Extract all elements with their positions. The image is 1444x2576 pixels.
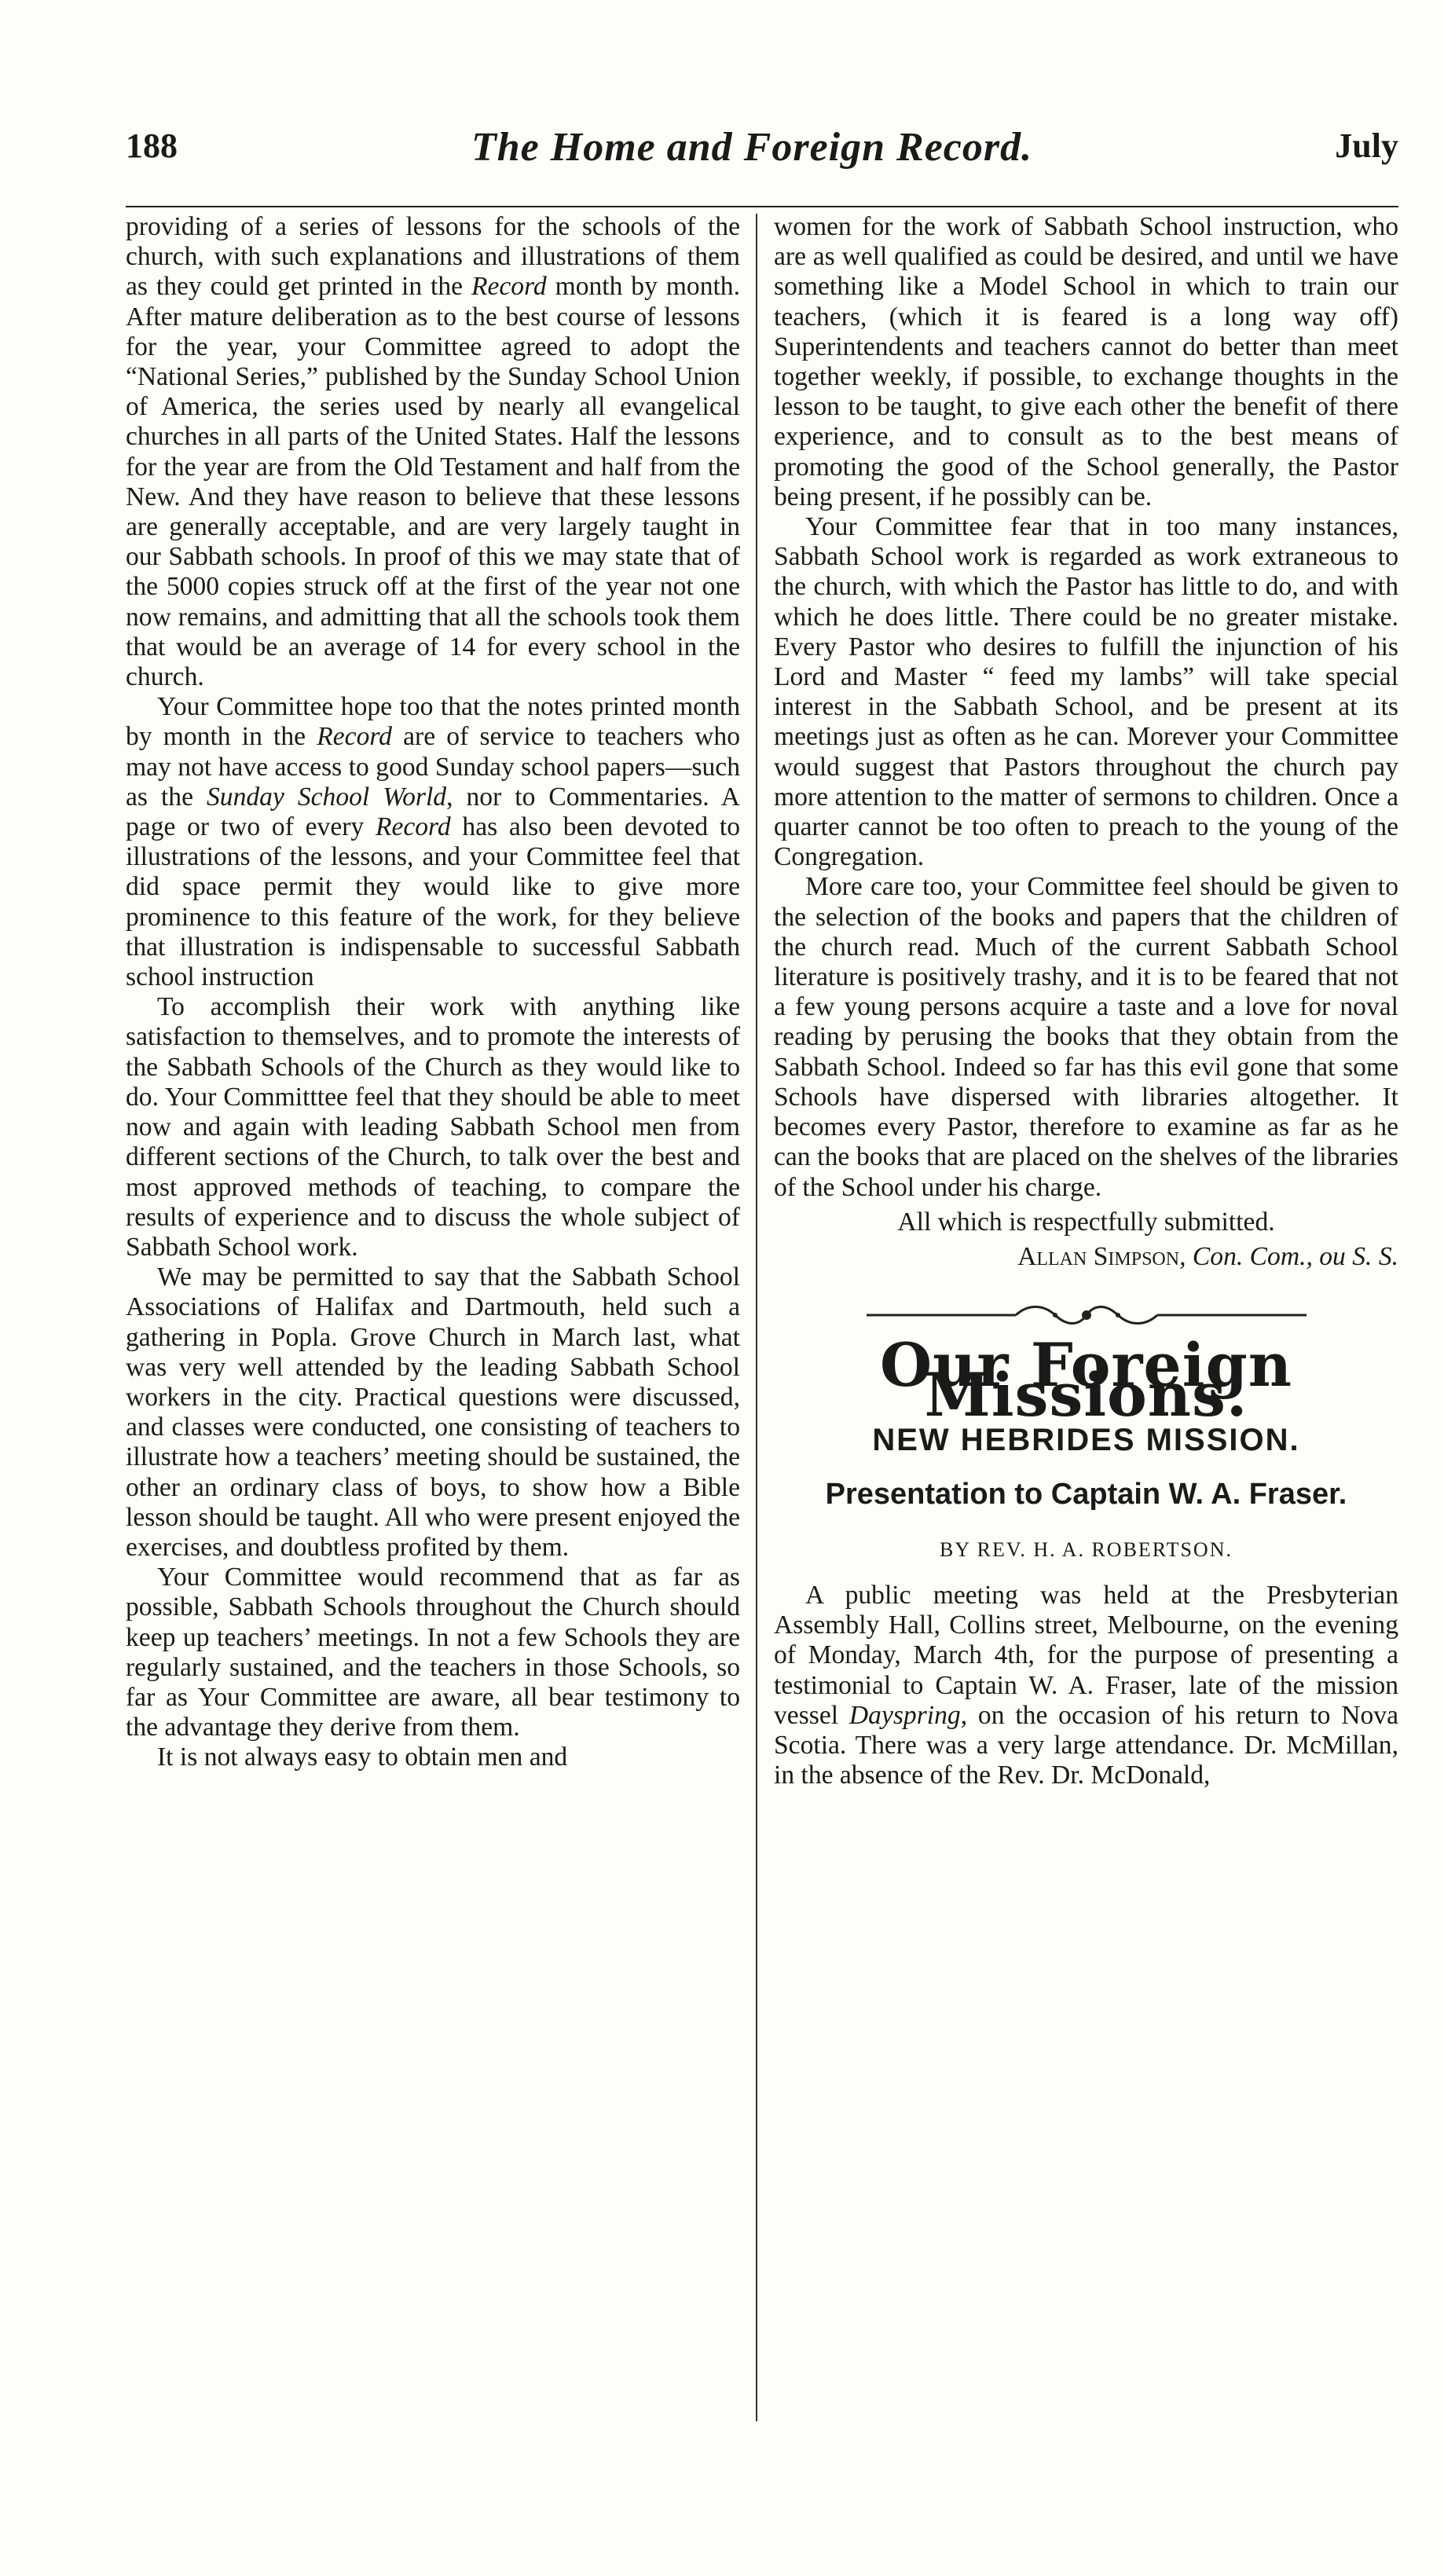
paragraph-notes: Your Committee hope too that the notes printed month by month in the Record are of service to teachers who may not have access to good Sunday school papers—such as the Sunday School World, nor to Commentaries. A page or two of every Record has also been devoted to illustrations of the lessons, and your Committee feel that did space permit they would like to give more prominence to this feature of the work, for they believe that illustration is indispensable to successful Sabbath school instruction	[126, 692, 741, 992]
column-divider	[756, 214, 757, 2421]
paragraph-women: women for the work of Sabbath School instruction, who are as well qualified as could be desired, and until we have something like a Model School in which to train our teachers, (which it is feared is a long way off) Superintendents and teachers cannot do better than meet together weekly, if possible, to exchange thoughts in the lesson to be taught, to give each other the benefit of there experience, and to consult as to the best means of promoting the good of the School generally, the Pastor being present, if he possibly can be.	[774, 212, 1398, 511]
paragraph-accomplish: To accomplish their work with anything like satisfaction to themselves, and to promote the interests of the Sabbath Schools of the Church as they would like to do. Your Committtee feel that they should be able to meet now and again with leading Sabbath School men from different sections of the Church, to talk over the best and most approved methods of teaching, to compare the results of experience and to discuss the whole subject of Sabbath School work.	[126, 992, 740, 1262]
page-number: 188	[126, 126, 178, 165]
signature: Allan Simpson, Con. Com., ou S. S.	[1017, 1241, 1398, 1271]
article-byline: BY REV. H. A. ROBERTSON.	[940, 1537, 1233, 1561]
paragraph-books: More care too, your Committee feel should be given to the selection of the books and papers that the children of the church read. Much of the current Sabbath School literature is positively trashy, and it is to be feared that not a few young persons acquire a taste and a love for noval reading by perusing the books that they obtain from the Sabbath School. Indeed so far has this evil gone that some Schools have dispersed with libraries altogether. It becomes every Pastor, therefore to examine as far as he can the books that are placed on the shelves of the libraries of the School under his charge.	[774, 872, 1398, 1202]
right-column	[774, 212, 1398, 1790]
ornament-divider-icon	[867, 1302, 1307, 1328]
paragraph-public-meeting: A public meeting was held at the Presbyterian Assembly Hall, Collins street, Melbourne, on the evening of Monday, March 4th, for the purpose of presenting a testimonial to Captain W. A. Fraser, late of the mission vessel Dayspring, on the occasion of his return to Nova Scotia. There was a very large attendance. Dr. McMillan, in the absence of the Rev. Dr. McDonald,	[774, 1580, 1398, 1790]
article-title: Presentation to Captain W. A. Fraser.	[825, 1477, 1347, 1511]
header-rule	[126, 206, 1398, 207]
paragraph-halifax: We may be permitted to say that the Sabbath School Associations of Halifax and Dartmouth, held such a gathering in Popla. Grove Church in March last, what was very well attended by the leading Sabbath School workers in the city. Practical questions were discussed, and classes were conducted, one consisting of teachers to illustrate how a teachers’ meeting should be sustained, the other an ordinary class of boys, to show how a Bible lesson should be taught. All who were present enjoyed the exercises, and doubtless profited by them.	[126, 1262, 740, 1562]
paragraph-obtain-men: It is not always easy to obtain men and	[157, 1742, 568, 1772]
paragraph-lessons: providing of a series of lessons for the schools of the church, with such explanations and illustrations of them as they could get printed in the Record month by month. After mature deliberation as to the best course of lessons for the year, your Committee agreed to adopt the “National Series,” published by the Sunday School Union of America, the series used by nearly all evangelical churches in all parts of the United States. Half the lessons for the year are from the Old Testament and half from the New. And they have reason to believe that these lessons are generally acceptable, and are very largely taught in our Sabbath schools. In proof of this we may state that of the 5000 copies struck off at the first of the year not one now remains, and admitting that all the schools took them that would be an average of 14 for every school in the church.	[126, 212, 740, 692]
left-column	[126, 212, 740, 1773]
signoff-line: All which is respectfully submitted.	[897, 1207, 1275, 1237]
issue-month: July	[1335, 126, 1398, 165]
paragraph-pastor: Your Committee fear that in too many instances, Sabbath School work is regarded as work extraneous to the church, with which the Pastor has little to do, and with which he does little. There could be no greater mistake. Every Pastor who desires to fulfill the injunction of his Lord and Master “ feed my lambs” will take special interest in the Sabbath School, and be present at its meetings just as often as he can. Morever your Committee would suggest that Pastors throughout the church pay more attention to the matter of sermons to children. Once a quarter cannot be too often to preach to the young of the Congregation.	[774, 512, 1398, 872]
section-title: Our Foreign Missions.	[879, 1330, 1293, 1431]
paragraph-teachers-meetings: Your Committee would recommend that as far as possible, Sabbath Schools throughout the Church should keep up teachers’ meetings. In not a few Schools they are regularly sustained, and the teachers in those Schools, so far as Your Committee are aware, all bear testimony to the advantage they derive from them.	[126, 1563, 740, 1742]
mission-heading: NEW HEBRIDES MISSION.	[872, 1422, 1300, 1457]
journal-title: The Home and Foreign Record.	[471, 125, 1033, 170]
page-header	[126, 126, 1398, 189]
